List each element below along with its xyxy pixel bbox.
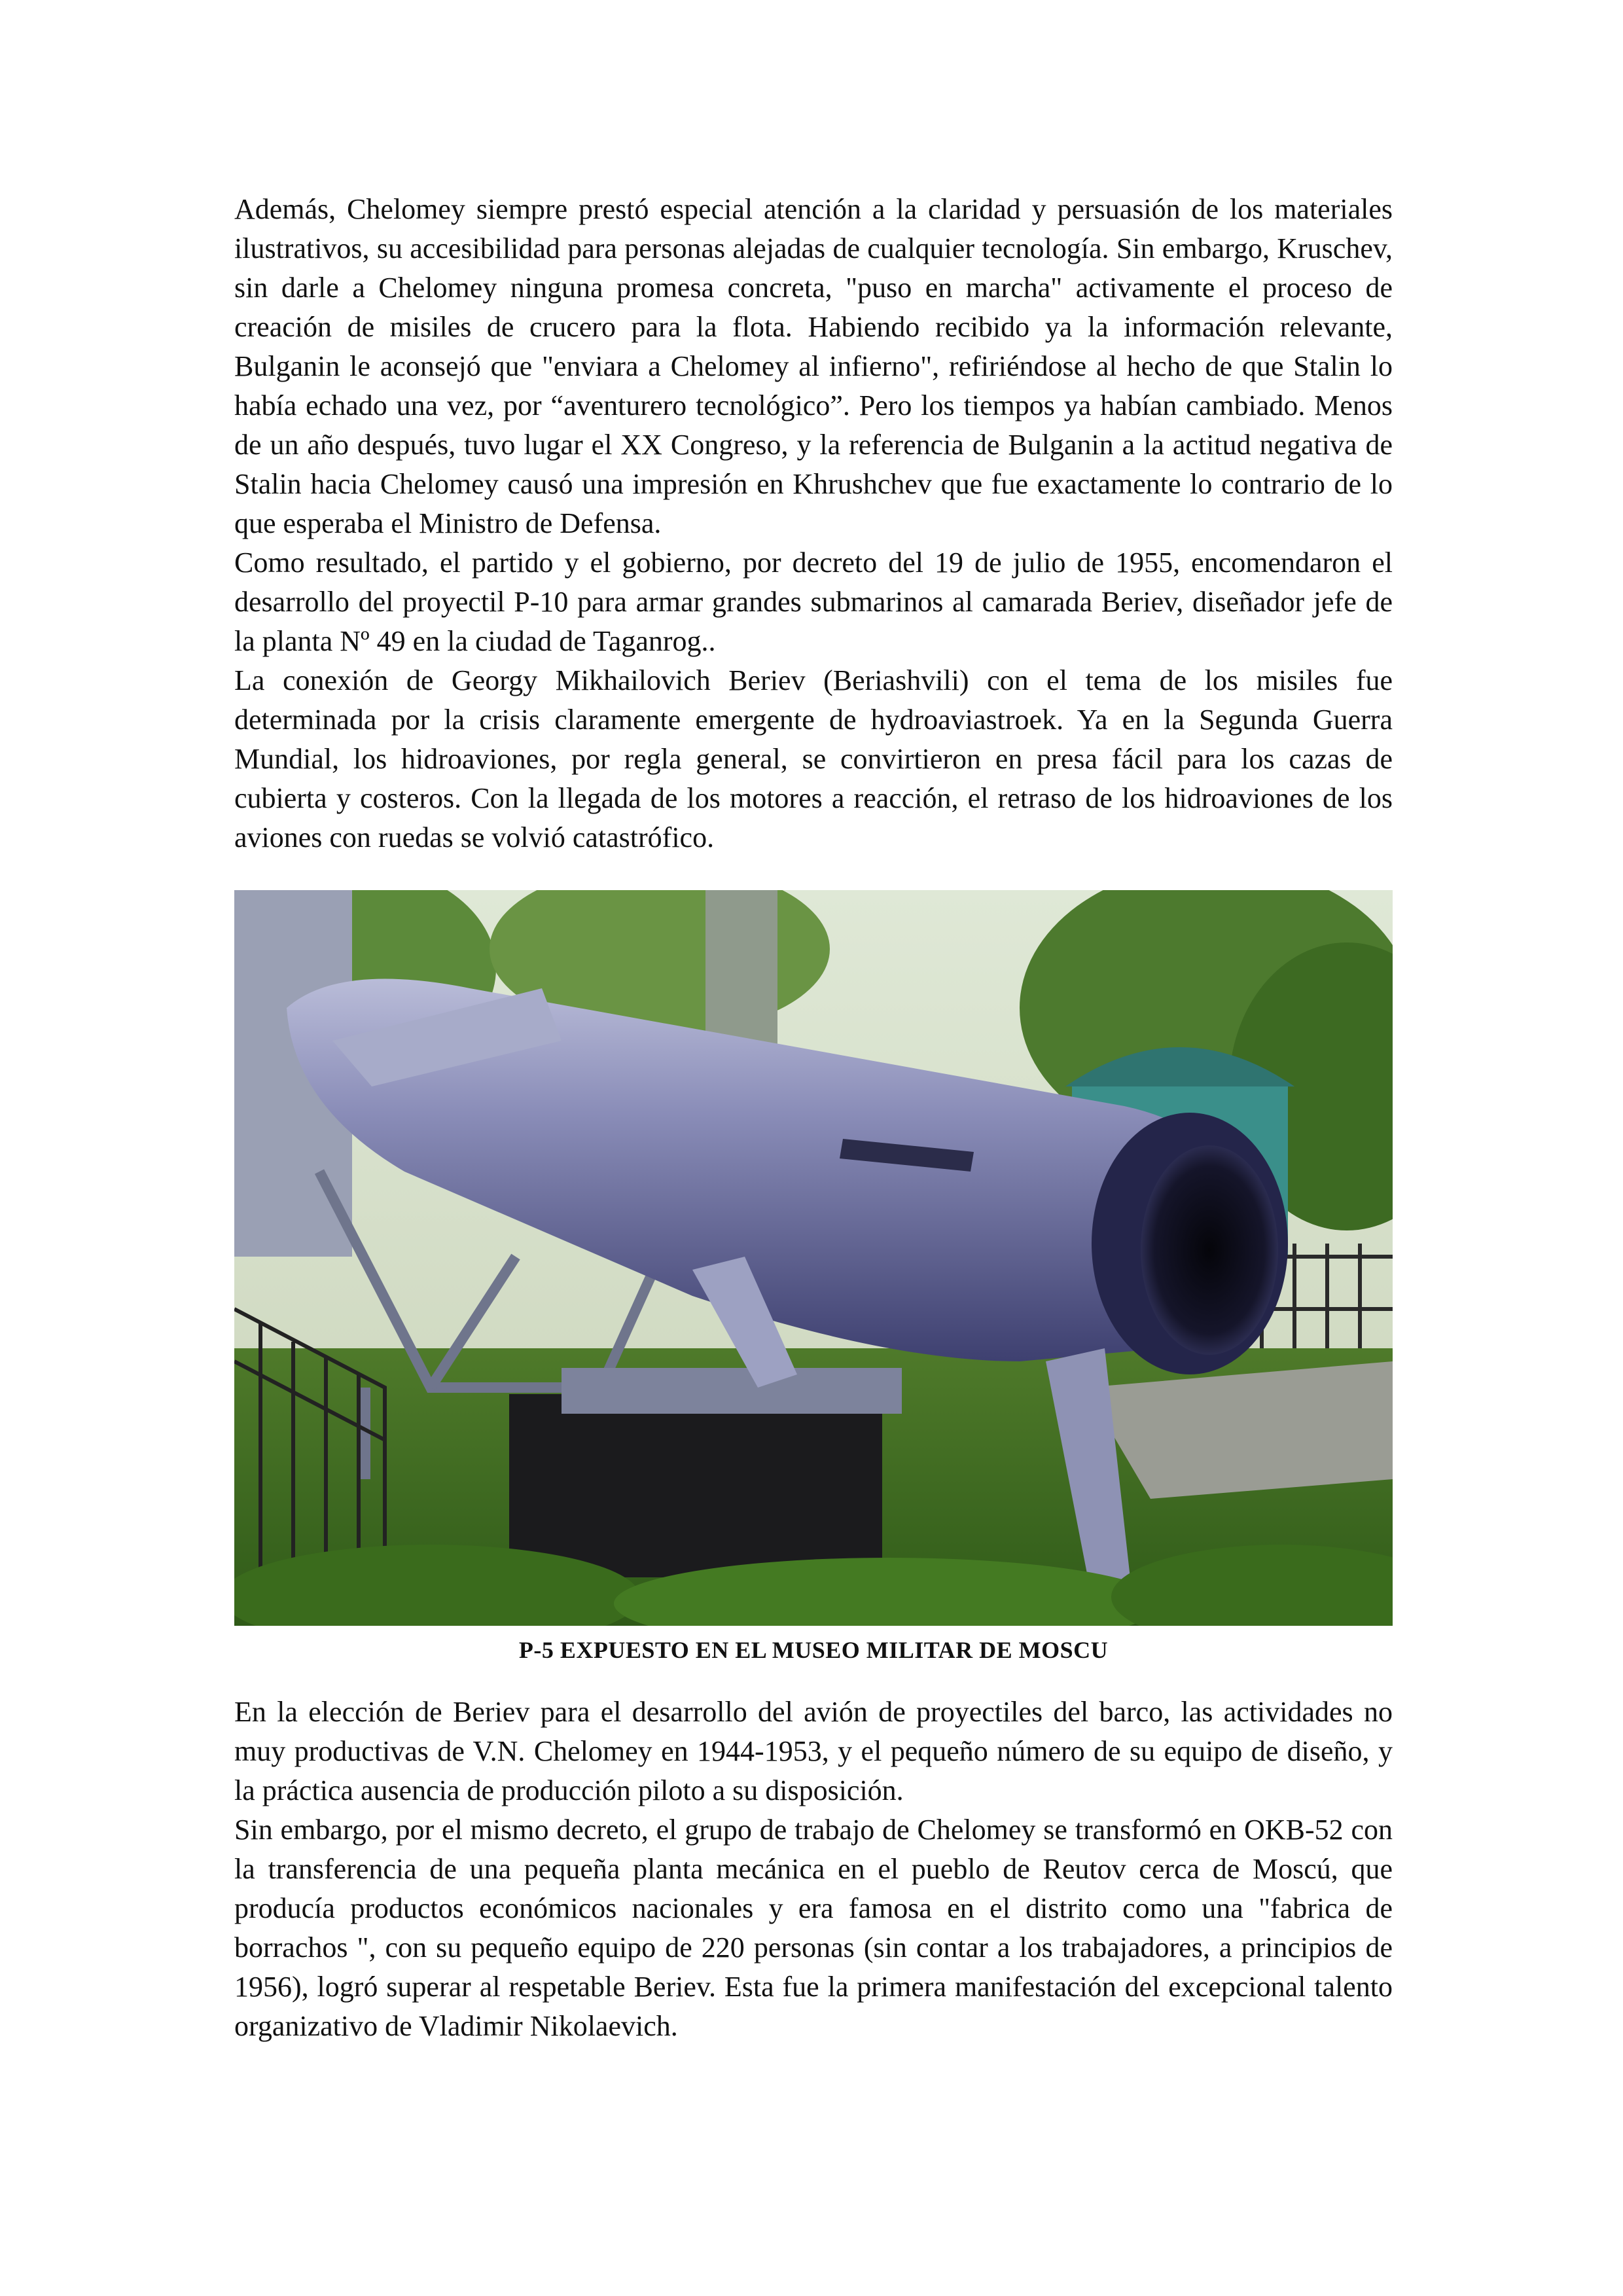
paragraph: La conexión de Georgy Mikhailovich Beriev (Beriashvili) con el tema de los misiles fue determinada por la crisis claramente emergente de hydroaviastroek. Ya en la Segunda Guerra Mundial, los hidroaviones, por regla general, se convirtieron en presa fácil para los cazas de cubierta y costeros. Con la llegada de los motores a reacción, el retraso de los hidroaviones de los aviones con ruedas se volvió catastrófico. [234, 664, 1393, 853]
paragraph: Como resultado, el partido y el gobierno, por decreto del 19 de julio de 1955, encomendaron el desarrollo del proyectil P-10 para armar grandes submarinos al camarada Beriev, diseñador jefe de la planta Nº 49 en la ciudad de Taganrog.. [234, 547, 1393, 657]
paragraph: Además, Chelomey siempre prestó especial atención a la claridad y persuasión de los materiales ilustrativos, su accesibilidad para personas alejadas de cualquier tecnología. Sin embargo, Kruschev, sin darle a Chelomey ninguna promesa concreta, "puso en marcha" activamente el proceso de creación de misiles de crucero para la flota. Habiendo recibido ya la información relevante, Bulganin le aconsejó que "enviara a Chelomey al infierno", refiriéndose al hecho de que Stalin lo había echado una vez, por “aventurero tecnológico”. Pero los tiempos ya habían cambiado. Menos de un año después, tuvo lugar el XX Congreso, y la referencia de Bulganin a la actitud negativa de Stalin hacia Chelomey causó una impresión en Khrushchev que fue exactamente lo contrario de lo que esperaba el Ministro de Defensa. [234, 193, 1393, 539]
paragraph: En la elección de Beriev para el desarrollo del avión de proyectiles del barco, las actividades no muy productivas de V.N. Chelomey en 1944-1953, y el pequeño número de su equipo de diseño, y la práctica ausencia de producción piloto a su disposición. [234, 1696, 1393, 1806]
paragraph: Sin embargo, por el mismo decreto, el grupo de trabajo de Chelomey se transformó en OKB-52 con la transferencia de una pequeña planta mecánica en el pueblo de Reutov cerca de Moscú, que producía productos económicos nacionales y era famosa en el distrito como una "fabrica de borrachos ", con su pequeño equipo de 220 personas (sin contar a los trabajadores, a principios de 1956), logró superar al respetable Beriev. Esta fue la primera manifestación del excepcional talento organizativo de Vladimir Nikolaevich. [234, 1814, 1393, 2042]
document-page [234, 190, 1393, 2046]
figure-caption: P-5 EXPUESTO EN EL MUSEO MILITAR DE MOSCU [518, 1637, 1109, 1663]
missile-photo [234, 890, 1393, 1626]
